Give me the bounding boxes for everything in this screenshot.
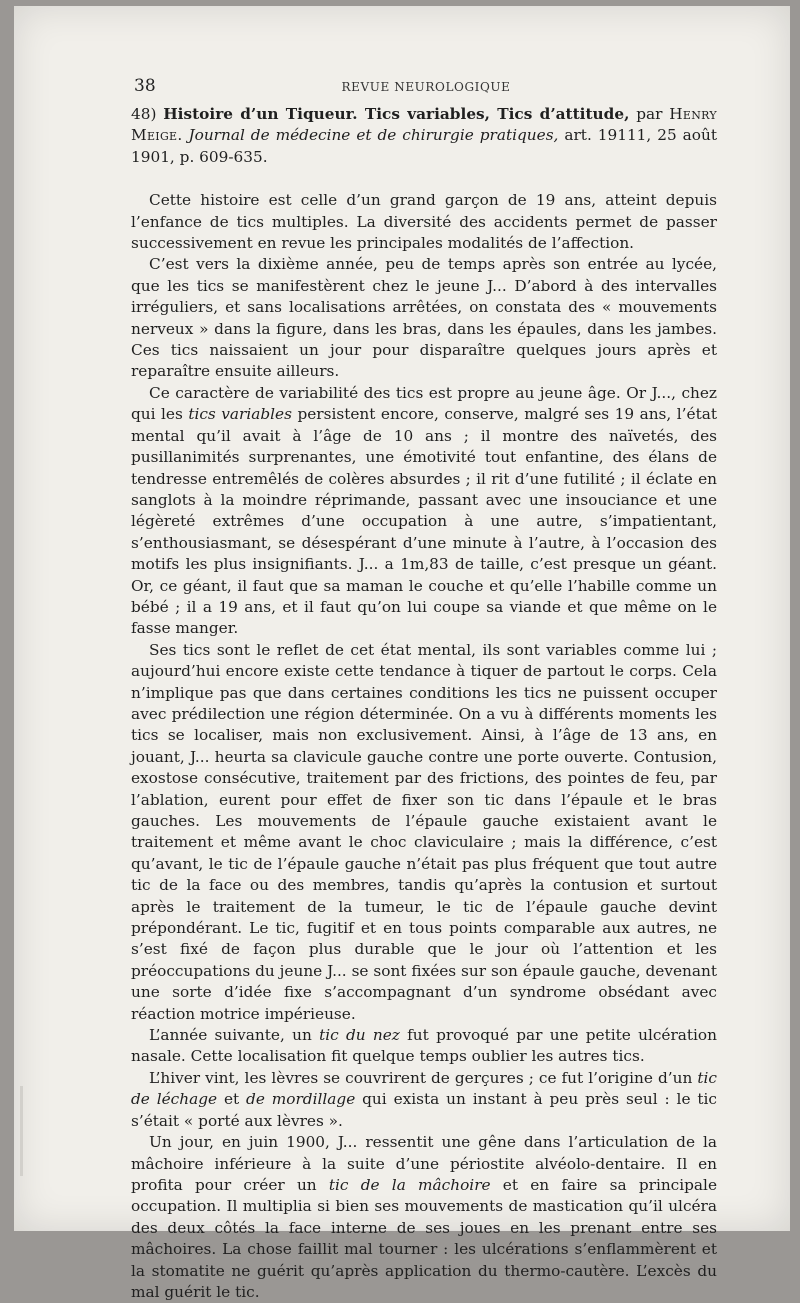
page-number: 38 <box>134 76 156 96</box>
italic-term: de mordillage <box>246 1090 356 1109</box>
paragraph-text: fut provoqué par une petite ulcération nasale. Cette localisation fit quelque temps oublier les autres tics. <box>131 1026 717 1066</box>
paragraph-text: Un jour, en juin 1900, J... ressentit une gêne dans l’articulation de la mâchoire inférieure à la suite d’une périostite alvéolo-dentaire. Il en profita pour créer un <box>131 1133 717 1194</box>
paragraph-text: persistent encore, conserve, malgré ses 19 ans, l’état mental qu’il avait à l’âge de 10 ans ; il montre des naïvetés, des pusillanimités surprenantes, une émotivité tout enfantine, des élans de tendresse entremêlés de colères absurdes ; il rit d’une futilité ; il éclate en sanglots à la moindre réprimande, passant avec une insouciance et une légèreté extrêmes d’une occupation à une autre, s’impatientant, s’enthousiasmant, se désespérant d’une minute à l’autre, à l’occasion des motifs les plus insignifiants. J... a 1m,83 de taille, c’est presque un géant. Or, ce géant, il faut que sa maman le couche et qu’elle l’habille comme un bébé ; il a 19 ans, et il faut qu’on lui coupe sa viande et que même on le fasse manger. <box>131 405 717 638</box>
italic-term: tics variables <box>188 405 292 424</box>
paragraph-text: Ce caractère de variabilité des tics est propre au jeune âge. Or J..., chez qui les <box>131 383 717 424</box>
citation-details: art. 19111, 25 août 1901, p. 609-635. <box>131 126 717 166</box>
paragraph-text: et <box>217 1090 247 1109</box>
entry-by: par <box>636 105 663 123</box>
body-paragraph <box>131 383 717 640</box>
page-edge-mark <box>20 1086 23 1176</box>
entry-title: Histoire d’un Tiqueur. Tics variables, Tics d’attitude, <box>163 105 630 123</box>
running-title: REVUE NEUROLOGIQUE <box>341 80 511 94</box>
page-header <box>134 76 718 96</box>
scanned-page <box>14 6 790 1301</box>
body-paragraph <box>131 640 717 1025</box>
body-paragraph <box>131 190 717 254</box>
paragraph-text: C’est vers la dixième année, peu de temps après son entrée au lycée, que les tics se manifestèrent chez le jeune J... D’abord à des intervalles irréguliers, et sans localisations arrêtées, on constata des « mouvements nerveux » dans la figure, dans les bras, dans les épaules, dans les jambes. Ces tics naissaient un jour pour disparaître quelques jours après et reparaître ensuite ailleurs. <box>131 255 717 381</box>
paragraph-text: qui exista un instant à peu près seul : le tic s’était « porté aux lèvres ». <box>131 1090 717 1130</box>
journal-name: Journal de médecine et de chirurgie pratiques, <box>188 126 559 145</box>
paragraph-text: Ses tics sont le reflet de cet état mental, ils sont variables comme lui ; aujourd’hui encore existe cette tendance à tiquer de partout le corps. Cela n’implique pas que dans certaines conditions les tics ne puissent occuper avec prédilection une région déterminée. On a vu à différents moments les tics se localiser, mais non exclusivement. Ainsi, à l’âge de 13 ans, en jouant, J... heurta sa clavicule gauche contre une porte ouverte. Contusion, exostose consécutive, traitement par des frictions, des pointes de feu, par l’ablation, eurent pour effet de fixer son tic dans l’épaule et le bras gauches. Les mouvements de l’épaule gauche existaient avant le traitement et même avant le choc claviculaire ; mais la différence, c’est qu’avant, le tic de l’épaule gauche n’était pas plus fréquent que tout autre tic de la face ou des membres, tandis qu’après la contusion et surtout après le traitement de la tumeur, le tic de l’épaule gauche devint prépondérant. Le tic, fugitif et en tous points comparable aux autres, ne s’est fixé de façon plus durable que le jour où l’attention et les préoccupations du jeune J... se sont fixées sur son épaule gauche, devenant une sorte d’idée fixe s’accompagnant d’un syndrome obsédant avec réaction motrice impérieuse. <box>131 640 717 1023</box>
entry-number: 48) <box>131 105 157 123</box>
italic-term: tic de la mâchoire <box>328 1175 491 1194</box>
entry-heading <box>131 104 717 168</box>
paragraph-text: L’hiver vint, les lèvres se couvrirent de gerçures ; ce fut l’origine d’un <box>149 1068 698 1087</box>
paragraph-list <box>131 190 717 1303</box>
body-paragraph <box>131 1068 717 1132</box>
paragraph-text: et en faire sa principale occupation. Il multiplia si bien ses mouvements de mastication qu’il ulcéra des deux côtés la face interne de ses joues en les prenant entre ses mâchoires. La chose faillit mal tourner : les ulcérations s’enflammèrent et la stomatite ne guérit qu’après application du thermo-cautère. L’excès du mal guérit le tic. <box>131 1175 718 1301</box>
italic-term: tic de léchage <box>131 1068 717 1109</box>
paragraph-text: Cette histoire est celle d’un grand garçon de 19 ans, atteint depuis l’enfance de tics multiples. La diversité des accidents permet de passer successivement en revue les principales modalités de l’affection. <box>131 191 717 253</box>
author-first-name: Henry <box>669 105 717 123</box>
body-paragraph <box>131 254 717 382</box>
body-paragraph <box>131 1132 717 1303</box>
paragraph-text: L’année suivante, un <box>149 1026 320 1045</box>
italic-term: tic du nez <box>319 1026 400 1045</box>
body-paragraph <box>131 1025 717 1068</box>
author-last-name: Meige. <box>131 126 183 145</box>
article-body <box>131 104 717 1303</box>
